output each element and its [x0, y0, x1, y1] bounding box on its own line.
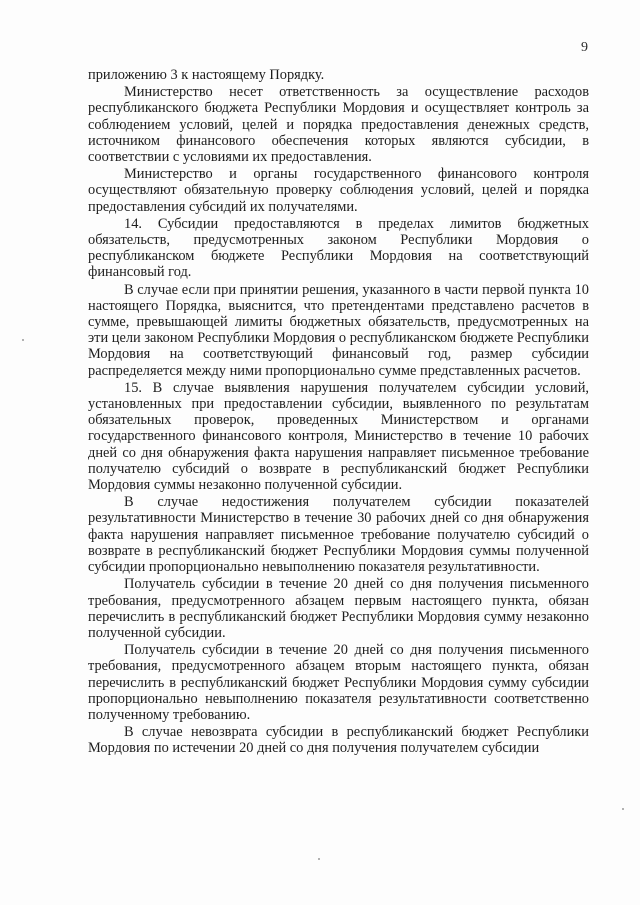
paragraph: 14. Субсидии предоставляются в пределах лимитов бюджетных обязательств, предусмотренных законом Республики Мордовия о республиканском бюджете Республики Мордовия на соответствующий финансовый год. — [88, 215, 589, 281]
paragraph: В случае невозврата субсидии в республиканский бюджет Республики Мордовия по истечении 20 дней со дня получения получателем субсидии — [88, 724, 589, 757]
scan-speck — [22, 339, 24, 341]
paragraph: Министерство и органы государственного финансового контроля осуществляют обязательную проверку соблюдения условий, целей и порядка предоставления субсидий их получателями. — [88, 166, 589, 215]
document-body — [88, 67, 589, 757]
paragraph: 15. В случае выявления нарушения получателем субсидии условий, установленных при предоставлении субсидии, выявленного по результатам обязательных проверок, проведенных Министерством и органами государственного финансового контроля, Министерство в течение 10 рабочих дней со дня обнаружения факта нарушения направляет письменное требование получателю субсидий о возврате в республиканский бюджет Республики Мордовия суммы незаконно полученной субсидии. — [88, 379, 589, 494]
paragraph: В случае недостижения получателем субсидии показателей результативности Министерство в течение 30 рабочих дней со дня обнаружения факта нарушения направляет письменное требование получателю субсидий о возврате в республиканский бюджет Республики Мордовия суммы полученной субсидии пропорционально невыполнению показателя результативности. — [88, 494, 589, 576]
paragraph: В случае если при принятии решения, указанного в части первой пункта 10 настоящего Порядка, выяснится, что претендентами представлено расчетов в сумме, превышающей лимиты бюджетных обязательств, предусмотренных на эти цели законом Республики Мордовия о республиканском бюджете Республики Мордовия на соответствующий финансовый год, размер субсидии распределяется между ними пропорционально сумме представленных расчетов. — [88, 281, 589, 379]
scan-speck — [318, 858, 320, 860]
paragraph: Получатель субсидии в течение 20 дней со дня получения письменного требования, предусмотренного абзацем вторым настоящего пункта, обязан перечислить в республиканский бюджет Республики Мордовия сумму субсидии пропорционально невыполнению показателя результативности соответственно полученному требованию. — [88, 642, 589, 723]
paragraph: приложению 3 к настоящему Порядку. — [88, 67, 325, 83]
page-number: 9 — [581, 40, 588, 55]
paragraph: Получатель субсидии в течение 20 дней со дня получения письменного требования, предусмотренного абзацем первым настоящего пункта, обязан перечислить в республиканский бюджет Республики Мордовия сумму незаконно полученной субсидии. — [88, 576, 589, 641]
scan-speck — [622, 808, 624, 810]
paragraph: Министерство несет ответственность за осуществление расходов республиканского бюджета Республики Мордовия и осуществляет контроль за соблюдением условий, целей и порядка предоставления денежных средств, источником финансового обеспечения которых являются субсидии, в соответствии с условиями их предоставления. — [88, 84, 589, 166]
